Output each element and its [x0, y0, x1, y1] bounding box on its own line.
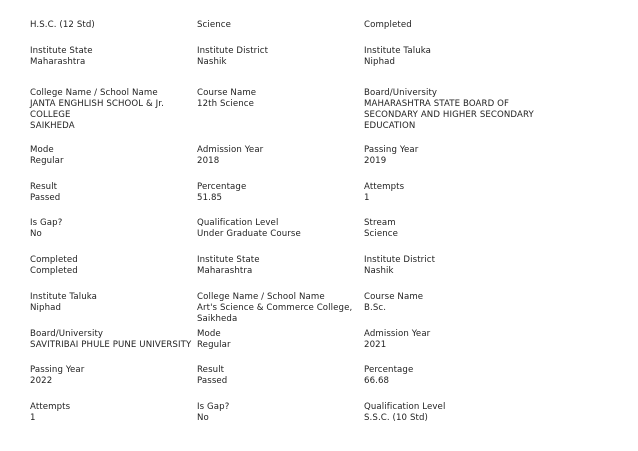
- field-label: Result: [30, 182, 58, 192]
- record-row: [30, 46, 630, 88]
- field-label: Completed: [364, 20, 412, 30]
- field-value: Regular: [30, 156, 64, 166]
- field-label: Course Name: [197, 88, 257, 98]
- field-label: Qualification Level: [197, 218, 279, 228]
- field-label: Attempts: [30, 402, 71, 412]
- field-value: Passed: [197, 376, 228, 386]
- field-value: Niphad: [30, 303, 62, 313]
- record-row: [30, 402, 630, 439]
- completion-status: [364, 20, 630, 46]
- result: [30, 182, 197, 218]
- result: [197, 365, 364, 402]
- institute-state: [197, 255, 364, 292]
- field-label: Mode: [197, 329, 221, 339]
- field-value: Art's Science & Commerce College, Saikheda: [197, 303, 356, 324]
- record-row: [30, 329, 630, 365]
- field-label: Board/University: [364, 88, 438, 98]
- field-label: Institute State: [197, 255, 260, 265]
- field-label: Admission Year: [197, 145, 264, 155]
- qualification-name: [30, 20, 197, 46]
- field-label: Institute State: [30, 46, 93, 56]
- field-label: Mode: [30, 145, 54, 155]
- record-row: [30, 365, 630, 402]
- institute-district: [197, 46, 364, 88]
- institute-taluka: [30, 292, 197, 329]
- course-name: [364, 292, 630, 329]
- admission-year: [364, 329, 630, 365]
- field-label: Board/University: [30, 329, 104, 339]
- field-value: Completed: [30, 266, 78, 276]
- passing-year: [364, 145, 630, 182]
- field-value: No: [30, 229, 42, 239]
- field-value: Niphad: [364, 57, 396, 67]
- completion-status: [30, 255, 197, 292]
- mode: [30, 145, 197, 182]
- field-value: Nashik: [364, 266, 394, 276]
- field-value: 2019: [364, 156, 387, 166]
- field-value: 2018: [197, 156, 220, 166]
- field-value: MAHARASHTRA STATE BOARD OF SECONDARY AND HIGHER SECONDARY EDUCATION: [364, 99, 534, 131]
- field-value: B.Sc.: [364, 303, 387, 313]
- qualification-level: [364, 402, 630, 439]
- record-row: [30, 292, 630, 329]
- field-value: SAVITRIBAI PHULE PUNE UNIVERSITY: [30, 340, 192, 350]
- field-value: 12th Science: [197, 99, 254, 109]
- field-value: JANTA ENGHLISH SCHOOL & Jr. COLLEGE SAIKHEDA: [30, 99, 164, 131]
- record-row: [30, 20, 630, 46]
- is-gap: [30, 218, 197, 255]
- field-value: No: [197, 413, 209, 423]
- field-value: 2021: [364, 340, 387, 350]
- field-value: 1: [30, 413, 36, 423]
- record-row: [30, 145, 630, 182]
- field-label: College Name / School Name: [197, 292, 325, 302]
- mode: [197, 329, 364, 365]
- institute-district: [364, 255, 630, 292]
- stream-name: [197, 20, 364, 46]
- course-name: [197, 88, 364, 145]
- field-value: S.S.C. (10 Std): [364, 413, 428, 423]
- qualification-level: [197, 218, 364, 255]
- field-label: Institute Taluka: [30, 292, 98, 302]
- field-value: Science: [364, 229, 399, 239]
- board-university: [30, 329, 197, 365]
- field-label: Completed: [30, 255, 78, 265]
- stream: [364, 218, 630, 255]
- field-value: Under Graduate Course: [197, 229, 301, 239]
- is-gap: [197, 402, 364, 439]
- passing-year: [30, 365, 197, 402]
- field-value: Maharashtra: [30, 57, 86, 67]
- field-label: Passing Year: [30, 365, 85, 375]
- field-value: 1: [364, 193, 370, 203]
- field-label: Stream: [364, 218, 396, 228]
- field-label: Result: [197, 365, 225, 375]
- field-value: 2022: [30, 376, 53, 386]
- field-label: Admission Year: [364, 329, 431, 339]
- institute-taluka: [364, 46, 630, 88]
- college-name: [30, 88, 197, 145]
- percentage: [197, 182, 364, 218]
- field-label: H.S.C. (12 Std): [30, 20, 95, 30]
- field-label: Qualification Level: [364, 402, 446, 412]
- field-value: Nashik: [197, 57, 227, 67]
- percentage: [364, 365, 630, 402]
- field-value: Maharashtra: [197, 266, 253, 276]
- attempts: [364, 182, 630, 218]
- field-label: Attempts: [364, 182, 405, 192]
- field-label: Is Gap?: [197, 402, 230, 412]
- field-label: Institute District: [197, 46, 269, 56]
- field-label: Course Name: [364, 292, 424, 302]
- record-row: [30, 255, 630, 292]
- field-label: Institute Taluka: [364, 46, 432, 56]
- board-university: [364, 88, 630, 145]
- field-label: Percentage: [364, 365, 414, 375]
- field-label: Science: [197, 20, 232, 30]
- field-label: Passing Year: [364, 145, 419, 155]
- education-details: [30, 20, 630, 439]
- field-value: Regular: [197, 340, 231, 350]
- record-row: [30, 88, 630, 145]
- record-row: [30, 182, 630, 218]
- college-name: [197, 292, 364, 329]
- field-label: Institute District: [364, 255, 436, 265]
- attempts: [30, 402, 197, 439]
- institute-state: [30, 46, 197, 88]
- field-value: 51.85: [197, 193, 223, 203]
- field-value: Passed: [30, 193, 61, 203]
- field-label: Is Gap?: [30, 218, 63, 228]
- field-label: Percentage: [197, 182, 247, 192]
- field-label: College Name / School Name: [30, 88, 158, 98]
- field-value: 66.68: [364, 376, 390, 386]
- admission-year: [197, 145, 364, 182]
- record-row: [30, 218, 630, 255]
